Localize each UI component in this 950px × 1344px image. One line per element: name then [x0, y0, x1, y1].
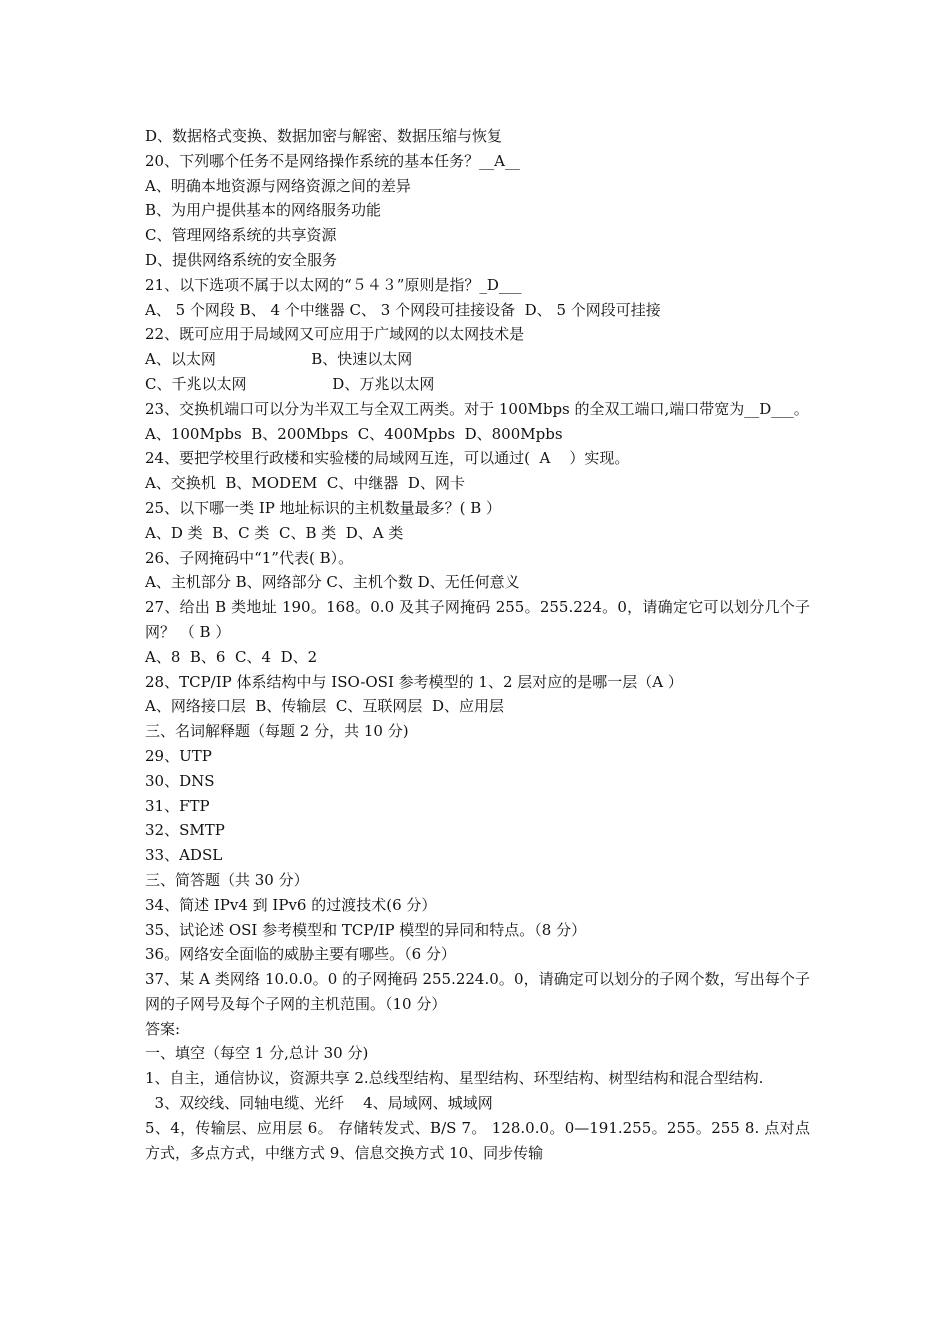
answer-3-4: 3、双绞线、同轴电缆、光纤 4、局域网、城域网 [145, 1094, 493, 1113]
options-q21: A、 5 个网段 B、 4 个中继器 C、 3 个网段可挂接设备 D、 5 个网段可挂接 [145, 300, 661, 319]
question-27: 27、给出 B 类地址 190。168。0.0 及其子网掩码 255。255.224。0，请确定它可以划分几个子网？ （ B ） [145, 598, 810, 641]
options-q25: A、D 类 B、C 类 C、B 类 D、A 类 [145, 523, 404, 542]
options-ab-q22: A、以太网 B、快速以太网 [145, 350, 413, 369]
option-c-q20: C、管理网络系统的共享资源 [145, 226, 337, 245]
question-24: 24、要把学校里行政楼和实验楼的局域网互连，可以通过( A ）实现。 [145, 449, 630, 468]
answers-section-fill-blank: 一、填空（每空 1 分,总计 30 分) [145, 1044, 369, 1063]
option-a-q20: A、明确本地资源与网络资源之间的差异 [145, 176, 411, 195]
question-32: 32、SMTP [145, 821, 225, 840]
options-q26: A、主机部分 B、网络部分 C、主机个数 D、无任何意义 [145, 573, 520, 592]
question-33: 33、ADSL [145, 846, 223, 865]
question-29: 29、UTP [145, 746, 212, 765]
question-35: 35、试论述 OSI 参考模型和 TCP/IP 模型的异同和特点。（8 分） [145, 920, 587, 939]
option-d-q19: D、数据格式变换、数据加密与解密、数据压缩与恢复 [145, 127, 503, 145]
options-q28: A、网络接口层 B、传输层 C、互联网层 D、应用层 [145, 697, 504, 716]
answer-1-2: 1、自主，通信协议，资源共享 2.总线型结构、星型结构、环型结构、树型结构和混合型结构. [145, 1069, 764, 1088]
question-28: 28、TCP/IP 体系结构中与 ISO-OSI 参考模型的 1、2 层对应的是哪一层（A ） [145, 672, 683, 691]
question-36: 36。网络安全面临的威胁主要有哪些。（6 分） [145, 945, 456, 964]
question-22: 22、既可应用于局域网又可应用于广域网的以太网技术是 [145, 325, 525, 344]
answers-heading: 答案: [145, 1019, 181, 1038]
options-q24: A、交换机 B、MODEM C、中继器 D、网卡 [145, 474, 465, 493]
option-b-q20: B、为用户提供基本的网络服务功能 [145, 201, 382, 220]
question-26: 26、子网掩码中“1”代表( B）。 [145, 548, 354, 567]
options-q27: A、8 B、6 C、4 D、2 [145, 647, 318, 666]
option-d-q20: D、提供网络系统的安全服务 [145, 250, 338, 269]
options-cd-q22: C、千兆以太网 D、万兆以太网 [145, 374, 435, 393]
question-34: 34、简述 IPv4 到 IPv6 的过渡技术(6 分） [145, 895, 437, 914]
question-30: 30、DNS [145, 771, 215, 790]
question-25: 25、以下哪一类 IP 地址标识的主机数量最多？( B ） [145, 498, 502, 517]
question-37: 37、某 A 类网络 10.0.0。0 的子网掩码 255.224.0。0，请确定可以划分的子网个数，写出每个子网的子网号及每个子网的主机范围。（10 分） [145, 970, 810, 1013]
section-heading-terms: 三、名词解释题（每题 2 分，共 10 分) [145, 722, 409, 741]
options-q23: A、100Mpbs B、200Mbps C、400Mpbs D、800Mpbs [145, 424, 563, 443]
section-heading-short-answer: 三、简答题（共 30 分） [145, 870, 309, 889]
question-31: 31、FTP [145, 796, 210, 815]
question-21: 21、以下选项不属于以太网的“５４３”原则是指？_D___ [145, 275, 522, 294]
question-20: 20、下列哪个任务不是网络操作系统的基本任务？__A__ [145, 151, 520, 170]
answer-5-10: 5、4，传输层、应用层 6。 存储转发式、B/S 7。 128.0.0。0—191.255。255。255 8. 点对点方式，多点方式，中继方式 9、信息交换方式 10、同步传输 [145, 1118, 810, 1162]
question-23: 23、交换机端口可以分为半双工与全双工两类。对于 100Mbps 的全双工端口,端口带宽为__D___。 [145, 399, 809, 418]
document-page [145, 124, 810, 1165]
